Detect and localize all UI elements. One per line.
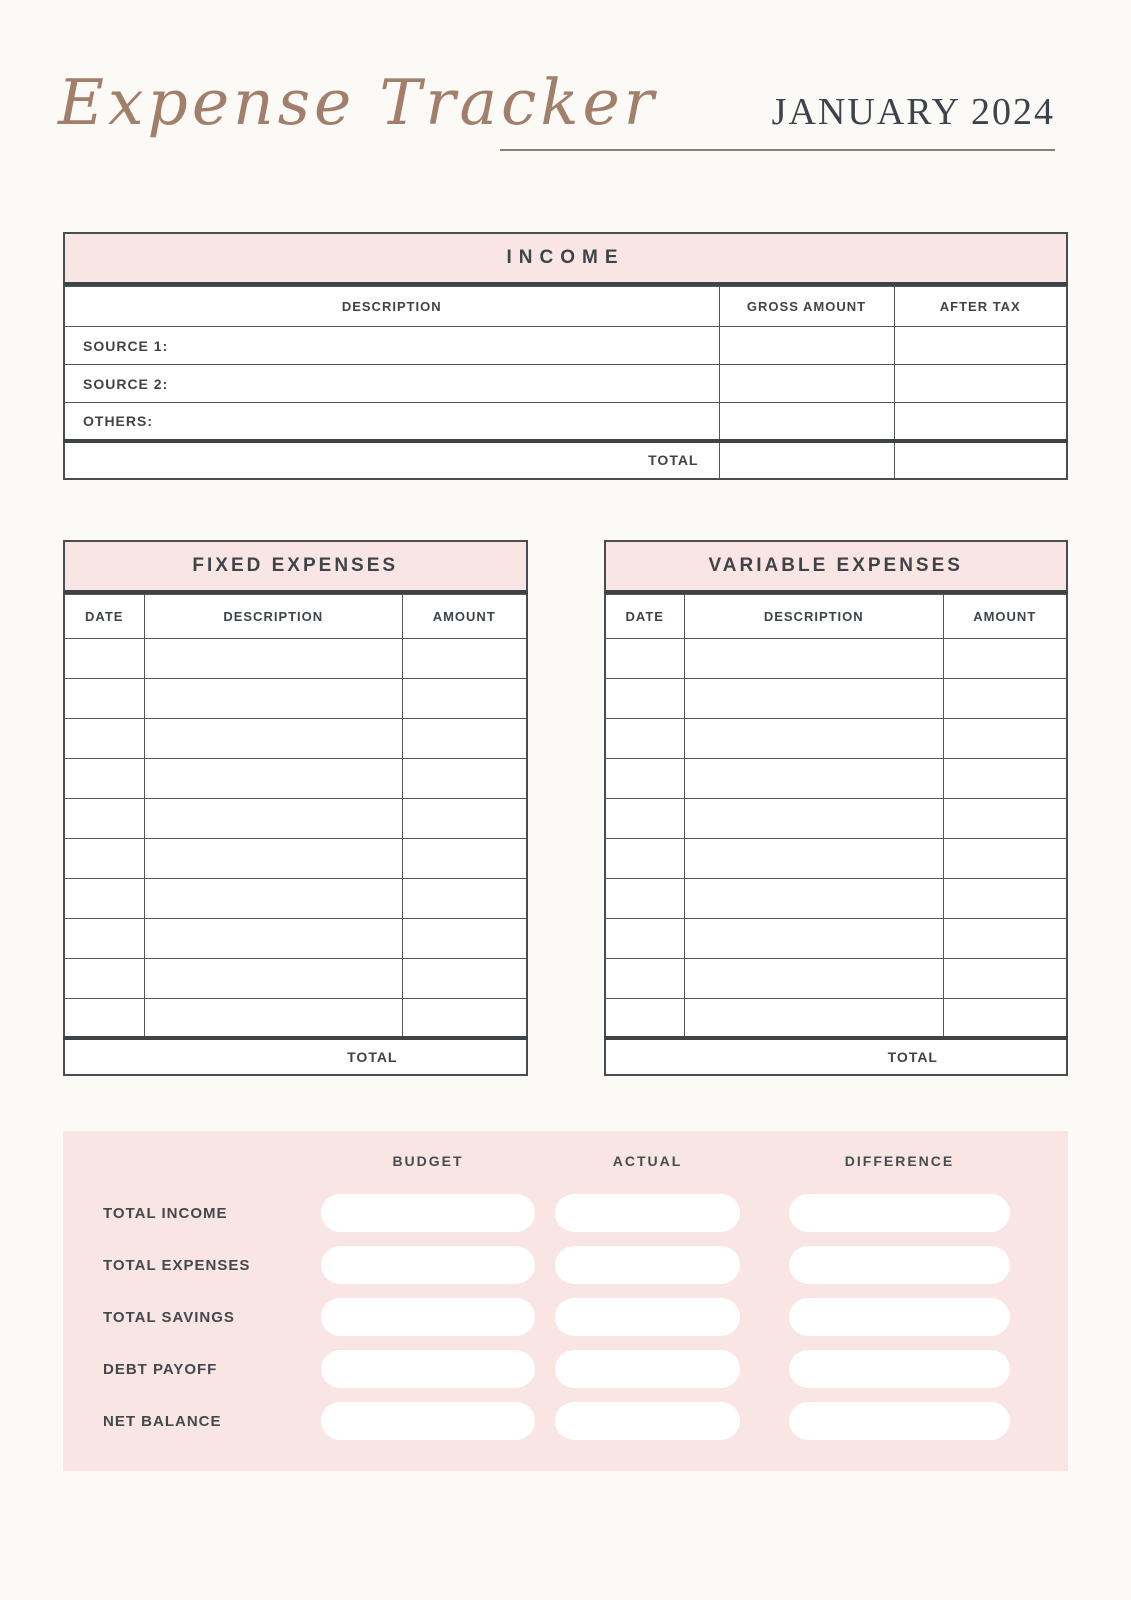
total-savings-difference-field[interactable] <box>789 1298 1010 1336</box>
variable-expense-row <box>605 798 1068 838</box>
summary-col-budget: BUDGET <box>392 1153 464 1169</box>
amount-cell[interactable] <box>943 758 1067 798</box>
amount-cell[interactable] <box>403 998 527 1038</box>
total-income-budget-field[interactable] <box>321 1194 535 1232</box>
income-row-source-1 <box>64 327 1067 365</box>
fixed-expense-row <box>64 998 527 1038</box>
fixed-expense-row <box>64 758 527 798</box>
description-cell[interactable] <box>144 918 403 958</box>
income-section <box>63 232 1068 480</box>
description-cell[interactable] <box>685 998 944 1038</box>
fixed-col-amount: AMOUNT <box>403 594 527 638</box>
date-cell[interactable] <box>64 718 144 758</box>
month-label: JANUARY 2024 <box>771 91 1055 133</box>
amount-cell[interactable] <box>403 718 527 758</box>
description-cell[interactable] <box>144 998 403 1038</box>
income-source-1-gross-cell[interactable] <box>719 327 894 365</box>
summary-row-total-savings-label: TOTAL SAVINGS <box>103 1308 235 1326</box>
amount-cell[interactable] <box>943 958 1067 998</box>
debt-payoff-actual-field[interactable] <box>555 1350 740 1388</box>
fixed-expenses-header-row <box>64 594 527 638</box>
income-others-after-tax-cell[interactable] <box>894 403 1067 441</box>
description-cell[interactable] <box>685 798 944 838</box>
amount-cell[interactable] <box>943 638 1067 678</box>
description-cell[interactable] <box>685 678 944 718</box>
date-cell[interactable] <box>605 678 685 718</box>
variable-expenses-section <box>604 540 1069 1077</box>
total-income-actual-field[interactable] <box>555 1194 740 1232</box>
summary-row-total-expenses-label: TOTAL EXPENSES <box>103 1256 251 1274</box>
description-cell[interactable] <box>685 638 944 678</box>
fixed-col-description: DESCRIPTION <box>144 594 403 638</box>
fixed-expense-row <box>64 798 527 838</box>
amount-cell[interactable] <box>403 798 527 838</box>
description-cell[interactable] <box>685 918 944 958</box>
debt-payoff-budget-field[interactable] <box>321 1350 535 1388</box>
fixed-expense-row <box>64 638 527 678</box>
date-cell[interactable] <box>605 878 685 918</box>
variable-expense-row <box>605 998 1068 1038</box>
income-total-gross-cell[interactable] <box>719 441 894 479</box>
page-title: Expense Tracker <box>58 66 658 139</box>
fixed-col-date: DATE <box>64 594 144 638</box>
amount-cell[interactable] <box>943 678 1067 718</box>
description-cell[interactable] <box>144 958 403 998</box>
date-cell[interactable] <box>64 958 144 998</box>
description-cell[interactable] <box>685 838 944 878</box>
amount-cell[interactable] <box>943 838 1067 878</box>
total-savings-actual-field[interactable] <box>555 1298 740 1336</box>
variable-expenses-header-row <box>605 594 1068 638</box>
amount-cell[interactable] <box>943 718 1067 758</box>
description-cell[interactable] <box>144 758 403 798</box>
summary-col-difference: DIFFERENCE <box>844 1153 955 1169</box>
summary-col-actual: ACTUAL <box>612 1153 683 1169</box>
fixed-expenses-table <box>63 594 528 1077</box>
income-source-2-label: SOURCE 2: <box>64 365 719 403</box>
date-cell[interactable] <box>605 758 685 798</box>
total-savings-budget-field[interactable] <box>321 1298 535 1336</box>
income-total-label: TOTAL <box>64 441 719 479</box>
variable-col-date: DATE <box>605 594 685 638</box>
total-income-difference-field[interactable] <box>789 1194 1010 1232</box>
total-expenses-budget-field[interactable] <box>321 1246 535 1284</box>
variable-expense-row <box>605 878 1068 918</box>
date-cell[interactable] <box>605 638 685 678</box>
variable-expenses-total-label[interactable]: TOTAL <box>605 1038 1068 1075</box>
variable-expense-row <box>605 718 1068 758</box>
income-header-row <box>64 287 1067 327</box>
amount-cell[interactable] <box>943 998 1067 1038</box>
variable-expense-row <box>605 918 1068 958</box>
income-total-after-tax-cell[interactable] <box>894 441 1067 479</box>
fixed-expense-row <box>64 718 527 758</box>
income-table <box>63 286 1068 480</box>
fixed-expense-row <box>64 918 527 958</box>
date-cell[interactable] <box>64 638 144 678</box>
amount-cell[interactable] <box>403 638 527 678</box>
variable-expense-row <box>605 838 1068 878</box>
date-cell[interactable] <box>605 838 685 878</box>
net-balance-difference-field[interactable] <box>789 1402 1010 1440</box>
date-cell[interactable] <box>605 958 685 998</box>
summary-row-debt-payoff-label: DEBT PAYOFF <box>103 1360 218 1378</box>
amount-cell[interactable] <box>403 838 527 878</box>
income-source-2-after-tax-cell[interactable] <box>894 365 1067 403</box>
variable-expenses-title: VARIABLE EXPENSES <box>604 540 1069 594</box>
summary-section <box>63 1131 1068 1471</box>
description-cell[interactable] <box>685 958 944 998</box>
net-balance-actual-field[interactable] <box>555 1402 740 1440</box>
description-cell[interactable] <box>144 678 403 718</box>
income-col-gross-amount: GROSS AMOUNT <box>719 287 894 327</box>
date-cell[interactable] <box>605 918 685 958</box>
income-others-label: OTHERS: <box>64 403 719 441</box>
date-cell[interactable] <box>605 718 685 758</box>
variable-col-description: DESCRIPTION <box>685 594 944 638</box>
date-cell[interactable] <box>64 998 144 1038</box>
fixed-expenses-total-row <box>64 1038 527 1075</box>
description-cell[interactable] <box>685 878 944 918</box>
date-cell[interactable] <box>64 838 144 878</box>
income-source-1-label: SOURCE 1: <box>64 327 719 365</box>
description-cell[interactable] <box>144 798 403 838</box>
date-cell[interactable] <box>64 918 144 958</box>
amount-cell[interactable] <box>943 798 1067 838</box>
header-rule <box>500 149 1055 151</box>
fixed-expenses-total-label[interactable]: TOTAL <box>64 1038 527 1075</box>
income-col-description: DESCRIPTION <box>64 287 719 327</box>
total-expenses-actual-field[interactable] <box>555 1246 740 1284</box>
amount-cell[interactable] <box>943 918 1067 958</box>
income-source-2-gross-cell[interactable] <box>719 365 894 403</box>
income-total-row <box>64 441 1067 479</box>
date-cell[interactable] <box>64 798 144 838</box>
date-cell[interactable] <box>64 758 144 798</box>
description-cell[interactable] <box>144 638 403 678</box>
amount-cell[interactable] <box>403 758 527 798</box>
debt-payoff-difference-field[interactable] <box>789 1350 1010 1388</box>
amount-cell[interactable] <box>403 678 527 718</box>
description-cell[interactable] <box>144 878 403 918</box>
variable-expense-row <box>605 958 1068 998</box>
fixed-expenses-section <box>63 540 528 1077</box>
amount-cell[interactable] <box>403 878 527 918</box>
fixed-expense-row <box>64 838 527 878</box>
summary-row-net-balance-label: NET BALANCE <box>103 1412 222 1430</box>
income-source-1-after-tax-cell[interactable] <box>894 327 1067 365</box>
date-cell[interactable] <box>64 678 144 718</box>
income-col-after-tax: AFTER TAX <box>894 287 1067 327</box>
description-cell[interactable] <box>685 758 944 798</box>
variable-expense-row <box>605 638 1068 678</box>
summary-row-total-income-label: TOTAL INCOME <box>103 1204 228 1222</box>
description-cell[interactable] <box>144 718 403 758</box>
total-expenses-difference-field[interactable] <box>789 1246 1010 1284</box>
expenses-row <box>63 540 1068 1077</box>
income-title: INCOME <box>63 232 1068 286</box>
income-row-source-2 <box>64 365 1067 403</box>
fixed-expense-row <box>64 958 527 998</box>
fixed-expense-row <box>64 878 527 918</box>
income-others-gross-cell[interactable] <box>719 403 894 441</box>
description-cell[interactable] <box>144 838 403 878</box>
description-cell[interactable] <box>685 718 944 758</box>
amount-cell[interactable] <box>403 918 527 958</box>
income-row-others <box>64 403 1067 441</box>
page-header <box>0 0 1131 232</box>
amount-cell[interactable] <box>403 958 527 998</box>
amount-cell[interactable] <box>943 878 1067 918</box>
variable-col-amount: AMOUNT <box>943 594 1067 638</box>
date-cell[interactable] <box>605 798 685 838</box>
date-cell[interactable] <box>605 998 685 1038</box>
summary-grid <box>63 1147 1068 1447</box>
variable-expense-row <box>605 758 1068 798</box>
net-balance-budget-field[interactable] <box>321 1402 535 1440</box>
fixed-expenses-title: FIXED EXPENSES <box>63 540 528 594</box>
date-cell[interactable] <box>64 878 144 918</box>
variable-expense-row <box>605 678 1068 718</box>
variable-expenses-total-row <box>605 1038 1068 1075</box>
fixed-expense-row <box>64 678 527 718</box>
variable-expenses-table <box>604 594 1069 1077</box>
